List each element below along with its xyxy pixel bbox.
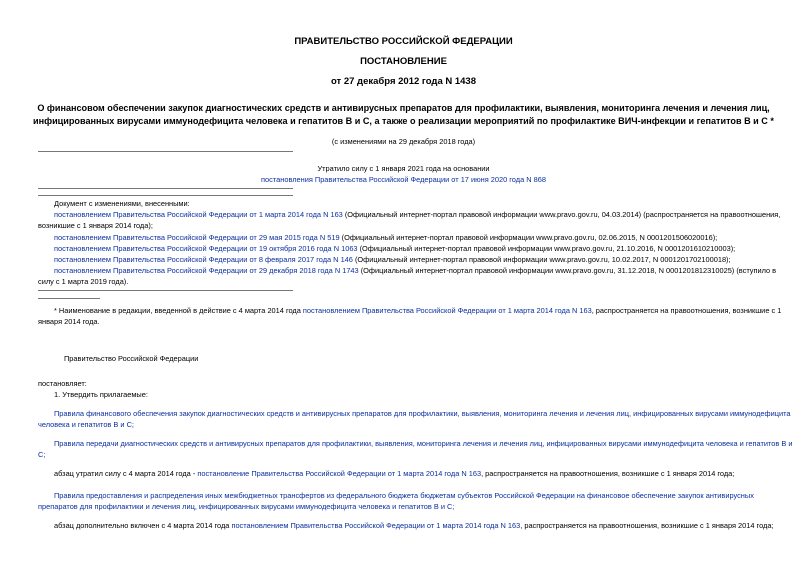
paragraph-text: , распространяется на правоотношения, возникшие с 1 января 2014 года; (481, 469, 735, 478)
footnote-link[interactable]: постановлением Правительства Российской Федерации от 1 марта 2014 года N 163 (302, 306, 592, 315)
document-title-line-2: инфицированных вирусами иммунодефицита человека и гепатитов B и C, а также о реализации мероприятий по профилактике ВИЧ-инфекции и гепатитов B и C * (33, 116, 774, 126)
body-decrees: постановляет: (38, 379, 87, 388)
amendment-item (54, 265, 776, 277)
amendment-link[interactable]: постановлением Правительства Российской Федерации от 29 мая 2015 года N 519 (54, 233, 340, 242)
rules-2-link-cont[interactable]: C; (38, 450, 46, 459)
rules-2-link[interactable]: Правила передачи диагностических средств и антивирусных препаратов для профилактики, выявления, мониторинга лечения и лечения лиц, инфицированных вирусами иммунодефицита человека и гепатитов B и (54, 439, 793, 448)
amendments-heading: Документ с изменениями, внесенными: (54, 199, 190, 208)
rules-3-link[interactable]: Правила предоставления и распределения иных межбюджетных трансфертов из федерального бюджета бюджетам субъектов Российской Федерации на финансовое обеспечение закупок антивирусных (54, 491, 754, 500)
amendment-link[interactable]: постановлением Правительства Российской Федерации от 8 февраля 2017 года N 146 (54, 255, 353, 264)
changes-note: (с изменениями на 29 декабря 2018 года) (331, 137, 476, 146)
divider (38, 151, 293, 152)
amendment-continuation: возникшие с 1 января 2014 года); (38, 221, 153, 230)
paragraph-text: абзац дополнительно включен с 4 марта 2014 года (54, 521, 232, 530)
footnote-text: , распространяется на правоотношения, возникшие с 1 (591, 306, 782, 315)
amendment-item (54, 254, 731, 266)
amendment-item (54, 209, 780, 221)
body-government: Правительство Российской Федерации (64, 354, 199, 363)
government-heading: ПРАВИТЕЛЬСТВО РОССИЙСКОЙ ФЕДЕРАЦИИ (294, 36, 513, 47)
divider (38, 290, 293, 291)
rules-3-link-cont[interactable]: препаратов для профилактики и лечения лиц, инфицированных вирусами иммунодефицита человека и гепатитов B и C; (38, 502, 455, 511)
paragraph-repealed (54, 468, 734, 480)
amendment-text: (Официальный интернет-портал правовой информации www.pravo.gov.ru, 21.10.2016, N 0001201610210003); (357, 244, 736, 253)
paragraph-text: , распространяется на правоотношения, возникшие с 1 января 2014 года; (520, 521, 774, 530)
amendment-link[interactable]: постановлением Правительства Российской Федерации от 1 марта 2014 года N 163 (54, 210, 343, 219)
divider (38, 195, 293, 196)
amendment-text: (Официальный интернет-портал правовой информации www.pravo.gov.ru, 04.03.2014) (распространяется на правоотношения, (342, 210, 781, 219)
paragraph-link[interactable]: постановление Правительства Российской Федерации от 1 марта 2014 года N 163 (197, 469, 482, 478)
divider (38, 188, 293, 189)
document-date-number: от 27 декабря 2012 года N 1438 (330, 76, 476, 87)
amendment-link[interactable]: постановлением Правительства Российской Федерации от 29 декабря 2018 года N 1743 (54, 266, 359, 275)
amendment-link[interactable]: постановлением Правительства Российской Федерации от 19 октября 2016 года N 1063 (54, 244, 358, 253)
footnote-text: * Наименование в редакции, введенной в действие с 4 марта 2014 года (54, 306, 303, 315)
amendment-text: (Официальный интернет-портал правовой информации www.pravo.gov.ru, 02.06.2015, N 0001201506020016); (339, 233, 718, 242)
footnote (54, 305, 781, 317)
paragraph-added (54, 520, 774, 532)
body-item-1: 1. Утвердить прилагаемые: (54, 390, 148, 399)
footnote-continuation: января 2014 года. (38, 317, 100, 326)
rules-1-link[interactable]: Правила финансового обеспечения закупок диагностических средств и антивирусных препаратов для профилактики, выявления, мониторинга лечения и лечения лиц, инфицированных вирусами иммунодефицита (54, 409, 791, 418)
expired-basis-link[interactable]: постановления Правительства Российской Федерации от 17 июня 2020 года N 868 (261, 175, 546, 184)
amendment-item (54, 243, 735, 255)
paragraph-link[interactable]: постановлением Правительства Российской Федерации от 1 марта 2014 года N 163 (231, 521, 521, 530)
amendment-text: (Официальный интернет-портал правовой информации www.pravo.gov.ru, 10.02.2017, N 0001201702100018); (352, 255, 731, 264)
document-type: ПОСТАНОВЛЕНИЕ (360, 56, 447, 67)
amendment-item (54, 232, 717, 244)
amendment-text: (Официальный интернет-портал правовой информации www.pravo.gov.ru, 31.12.2018, N 0001201812310025) (вступило в (358, 266, 777, 275)
rules-1-link-cont[interactable]: человека и гепатитов B и C; (38, 420, 134, 429)
footnote-divider (38, 298, 100, 299)
amendment-continuation: силу с 1 марта 2019 года). (38, 277, 129, 286)
document-title-line-1: О финансовом обеспечении закупок диагностических средств и антивирусных препаратов для профилактики, выявления, мониторинга лечения и лечения лиц, (37, 103, 770, 113)
paragraph-text: абзац утратил силу с 4 марта 2014 года - (54, 469, 198, 478)
expired-notice: Утратило силу с 1 января 2021 года на основании (317, 164, 490, 173)
